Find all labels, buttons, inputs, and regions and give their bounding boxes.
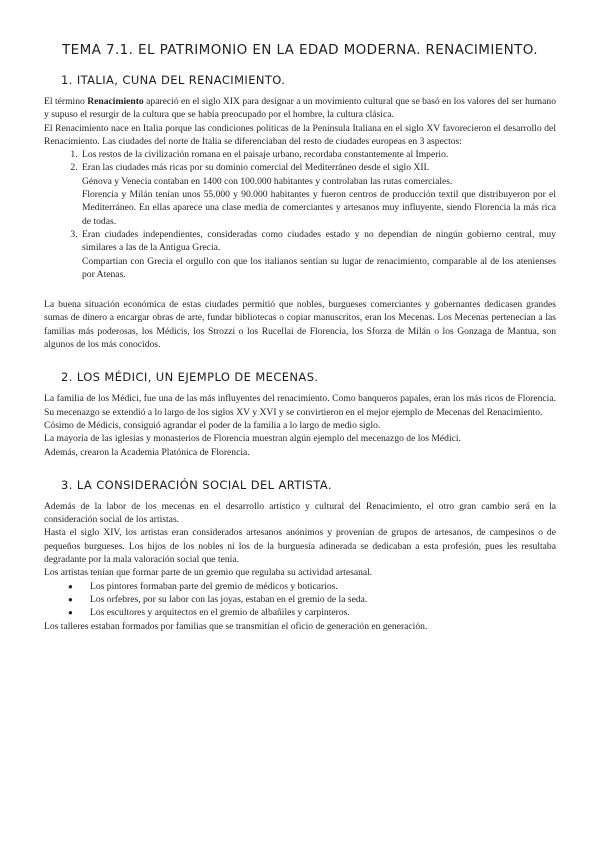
- bullet-text: Los pintores formaban parte del gremio de médicos y boticarios.: [90, 580, 338, 592]
- text-run: El término: [44, 96, 88, 107]
- bullet-text: Los orfebres, por su labor con las joyas, estaban en el gremio de la seda.: [90, 593, 368, 605]
- paragraph: Cósimo de Médicis, consiguió agrandar el poder de la familia a lo largo de medio siglo.: [44, 419, 381, 431]
- list-item-subparagraph: Génova y Venecia contaban en 1400 con 100.000 habitantes y controlaban las rutas comerciales.: [82, 175, 453, 187]
- section-heading-medici: 2. LOS MÉDICI, UN EJEMPLO DE MECENAS.: [61, 370, 319, 385]
- list-item-subparagraph: Florencia y Milán tenían unos 55.000 y 90.000 habitantes y fueron centros de producción textil que distribuyeron por el Mediterráneo. En ellas aparece una clase media de comerciantes y artesanos muy influyente, siendo Florencia la más rica de todas.: [82, 189, 556, 227]
- list-item: [80, 148, 556, 161]
- paragraph: Hasta el siglo XIV, los artistas eran considerados artesanos anónimos y provenían de grupos de artesanos, de campesinos o de pequeños burgueses. Los hijos de los nobles ni los de la burguesía adinerada se dedicaban a esta profesión, pues les resultaba degradante por la mala valoración social que tenía.: [44, 527, 556, 566]
- page-title: TEMA 7.1. EL PATRIMONIO EN LA EDAD MODERNA. RENACIMIENTO.: [62, 42, 538, 58]
- bullet-text: Los escultores y arquitectos en el gremio de albañiles y carpinteros.: [90, 607, 350, 619]
- paragraph: Los talleres estaban formados por familias que se transmitían el oficio de generación en generación.: [44, 620, 428, 632]
- section-artista-body: [44, 500, 556, 633]
- bullet-icon: ●: [68, 608, 73, 618]
- list-item-text: 3. Eran ciudades independientes, consideradas como ciudades estado y no dependían de ningún gobierno central, muy similares a las de la Antigua Grecia.: [82, 228, 556, 254]
- paragraph: [44, 95, 556, 122]
- section-heading-artista: 3. LA CONSIDERACIÓN SOCIAL DEL ARTISTA.: [61, 477, 332, 492]
- paragraph: Además, crearon la Academia Platónica de Florencia.: [44, 446, 250, 458]
- section-italia-body: [44, 95, 556, 351]
- list-item: [80, 161, 556, 227]
- list-item-text: 2. Eran las ciudades más ricas por su dominio comercial del Mediterráneo desde el siglo XII.: [82, 162, 430, 174]
- paragraph: Los artistas tenían que formar parte de un gremio que regulaba su actividad artesanal.: [44, 567, 373, 579]
- bullet-icon: ●: [68, 594, 73, 604]
- paragraph: El Renacimiento nace en Italia porque las condiciones políticas de la Península Italiana en el siglo XV favorecieron el desarrollo del Renacimiento. Las ciudades del norte de Italia se diferenciaban del resto de ciudades europeas en 3 aspectos:: [44, 122, 556, 147]
- section-medici-body: [44, 392, 556, 458]
- bold-term: Renacimiento: [87, 96, 144, 107]
- bullet-list: [44, 580, 556, 620]
- bullet-item: [68, 606, 556, 619]
- numbered-list: [44, 148, 556, 281]
- bullet-icon: ●: [68, 581, 73, 591]
- list-item-subparagraph: Compartían con Grecia el orgullo con que los italianos sentían su lugar de renacimiento, comparable al de los atenienses por Atenas.: [82, 255, 556, 280]
- list-item-text: 1. Los restos de la civilización romana en el paisaje urbano, recordaba constantemente al Imperio.: [82, 149, 449, 161]
- paragraph: Además de la labor de los mecenas en el desarrollo artístico y cultural del Renacimiento, el otro gran cambio será en la consideración social de los artistas.: [44, 500, 556, 526]
- section-heading-italia: 1. ITALIA, CUNA DEL RENACIMIENTO.: [61, 73, 286, 87]
- bullet-item: [68, 593, 556, 606]
- bullet-item: [68, 580, 556, 593]
- paragraph: La mayoría de las iglesias y monasterios de Florencia muestran algún ejemplo del mecenazgo de los Médici.: [44, 433, 461, 445]
- paragraph: La buena situación económica de estas ciudades permitió que nobles, burgueses comerciantes y gobernantes dedicasen grandes sumas de dinero a encargar obras de arte, fundar bibliotecas o copiar manuscritos, eran los Mecenas. Los Mecenas pertenecían a las familias más poderosas, los Médicis, los Strozzi o los Rucellai de Florencia, los Sforza de Milán o los Gonzaga de Mantua, son algunos de los más conocidos.: [44, 299, 556, 351]
- paragraph: La familia de los Médici, fue una de las más influyentes del renacimiento. Como banqueros papales, eran los más ricos de Florencia. Su mecenazgo se extendió a lo largo de los siglos XV y XVI y se convirtieron en el mejor ejemplo de Mecenas del Renacimiento.: [44, 393, 556, 418]
- text-run: apareció en el siglo XIX para designar a un movimiento cultural que se basó en los valores del ser humano y supuso el resurgir de la cultura que se había preocupado por el hombre, la cultura clásica.: [44, 96, 557, 121]
- list-item: [80, 228, 556, 281]
